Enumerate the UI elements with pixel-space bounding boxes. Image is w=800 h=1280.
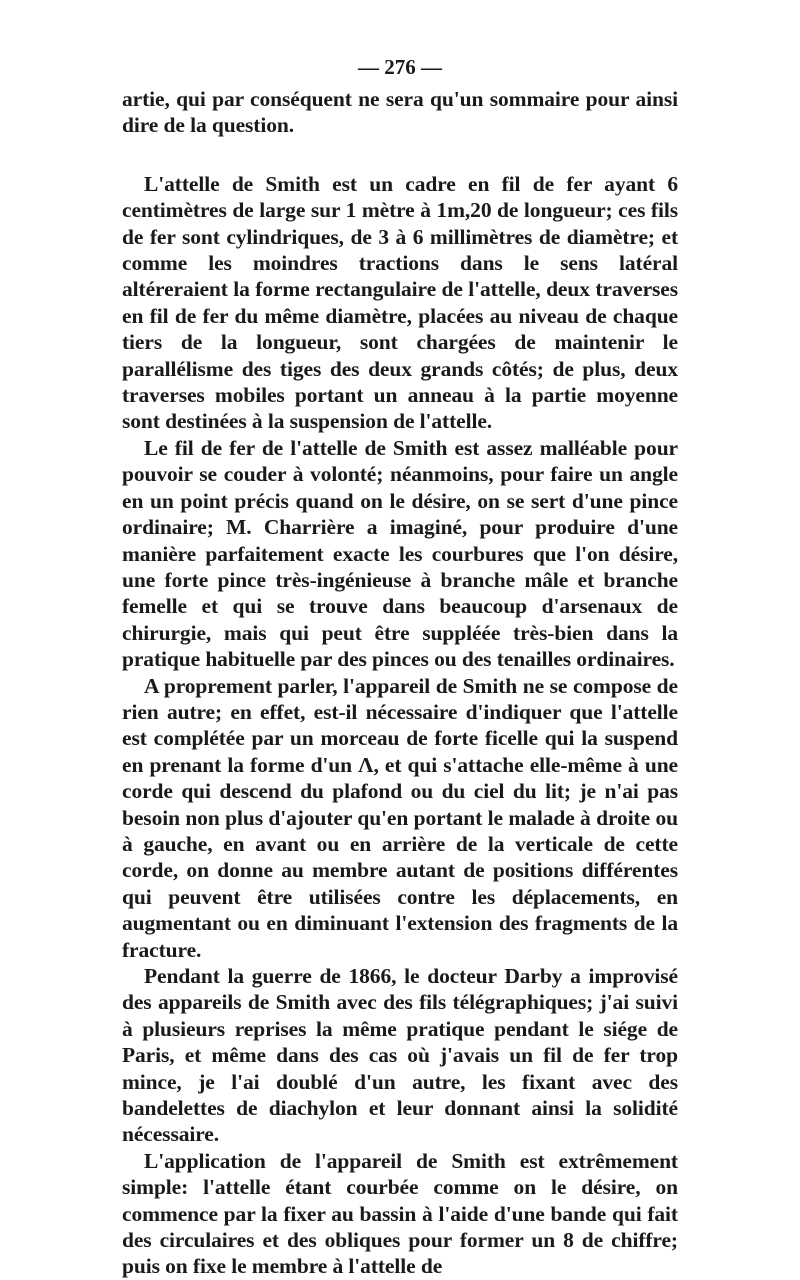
paragraph-smith-splint: L'attelle de Smith est un cadre en fil de fer ayant 6 centimètres de large sur 1 mètre à 1m,20 de longueur; ces fils de fer sont cylindriques, de 3 à 6 millimètres de diamètre; et comme les moindres tractions dans le sens latéral altéreraient la forme rectangulaire de l'attelle, deux traverses en fil de fer du même diamètre, placées au niveau de chaque tiers de la longueur, sont chargées de maintenir le parallélisme des tiges des deux grands côtés; de plus, deux traverses mobiles portant un anneau à la partie moyenne sont destinées à la suspension de l'attelle. <box>122 171 678 434</box>
paragraph-application: L'application de l'appareil de Smith est extrêmement simple: l'attelle étant courbée comme on le désire, on commence par la fixer au bassin à l'aide d'une bande qui fait des circulaires et des obliques pour former un 8 de chiffre; puis on fixe le membre à l'attelle de <box>122 1148 678 1279</box>
paragraph-gap <box>122 139 678 171</box>
paragraph-war-1866: Pendant la guerre de 1866, le docteur Darby a improvisé des appareils de Smith avec des fils télégraphiques; j'ai suivi à plusieurs reprises la même pratique pendant le siége de Paris, et même dans des cas où j'avais un fil de fer trop mince, je l'ai doublé d'un autre, les fixant avec des bandelettes de diachylon et leur donnant ainsi la solidité nécessaire. <box>122 964 678 1147</box>
book-page <box>122 52 678 1280</box>
paragraph-continuation: artie, qui par conséquent ne sera qu'un sommaire pour ainsi dire de la question. <box>122 87 678 138</box>
page-number: — 276 — <box>358 55 442 79</box>
paragraph-apparatus: A proprement parler, l'appareil de Smith ne se compose de rien autre; en effet, est-il nécessaire d'indiquer que l'attelle est complétée par un morceau de forte ficelle qui la suspend en prenant la forme d'un Λ, et qui s'attache elle-même à une corde qui descend du plafond ou du ciel du lit; je n'ai pas besoin non plus d'ajouter qu'en portant le malade à droite ou à gauche, en avant ou en arrière de la verticale de cette corde, on donne au membre autant de positions différentes qui peuvent être utilisées contre les déplacements, en augmentant ou en diminuant l'extension des fragments de la fracture. <box>122 673 678 962</box>
paragraph-iron-wire: Le fil de fer de l'attelle de Smith est assez malléable pour pouvoir se couder à volonté; néanmoins, pour faire un angle en un point précis quand on le désire, on se sert d'une pince ordinaire; M. Charrière a imaginé, pour produire d'une manière parfaitement exacte les courbures que l'on désire, une forte pince très-ingénieuse à branche mâle et branche femelle et qui se trouve dans beaucoup d'arsenaux de chirurgie, mais qui peut être suppléée très-bien dans la pratique habituelle par des pinces ou des tenailles ordinaires. <box>122 435 678 672</box>
